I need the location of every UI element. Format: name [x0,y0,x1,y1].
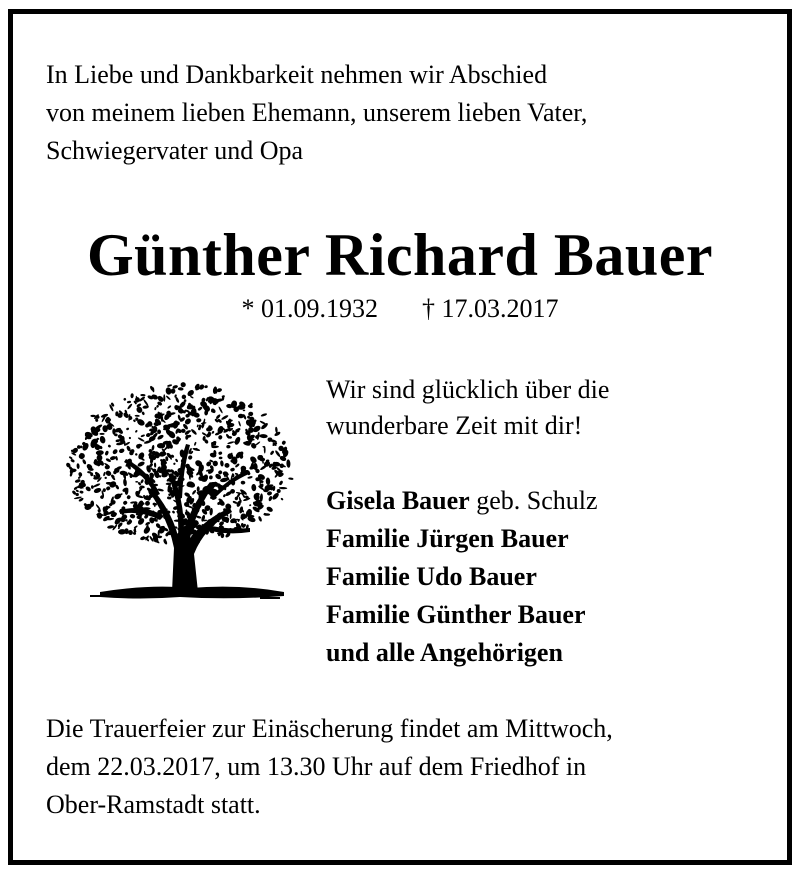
birth-date: * 01.09.1932 [241,294,378,323]
intro-line: von meinem lieben Ehemann, unserem lieben Vater, [46,98,588,127]
intro-line: Schwiegervater und Opa [46,136,304,165]
intro-text [46,56,587,170]
mourner-line [326,482,598,520]
intro-line: In Liebe und Dankbarkeit nehmen wir Abschied [46,60,548,89]
mourner-line [326,558,598,596]
mourner-name: Gisela Bauer [326,486,470,515]
quote-text [326,372,609,444]
tree-icon [60,378,300,610]
mourners-list [326,482,598,672]
quote-line: Wir sind glücklich über die [326,375,610,404]
ceremony-text [46,710,613,824]
mourner-line [326,596,598,634]
quote-line: wunderbare Zeit mit dir! [326,411,583,440]
mourner-line [326,520,598,558]
mourner-name: Familie Jürgen Bauer [326,524,569,553]
mourner-line [326,634,598,672]
death-date: † 17.03.2017 [422,294,559,323]
mourner-name: Familie Udo Bauer [326,562,537,591]
ceremony-line: Ober-Ramstadt statt. [46,790,261,819]
life-dates [0,292,800,326]
deceased-name: Günther Richard Bauer [86,222,714,288]
mourner-name: und alle Angehörigen [326,638,563,667]
ceremony-line: dem 22.03.2017, um 13.30 Uhr auf dem Friedhof in [46,752,587,781]
mourner-maiden-name: geb. Schulz [469,486,598,515]
mourner-name: Familie Günther Bauer [326,600,586,629]
ceremony-line: Die Trauerfeier zur Einäscherung findet am Mittwoch, [46,714,613,743]
